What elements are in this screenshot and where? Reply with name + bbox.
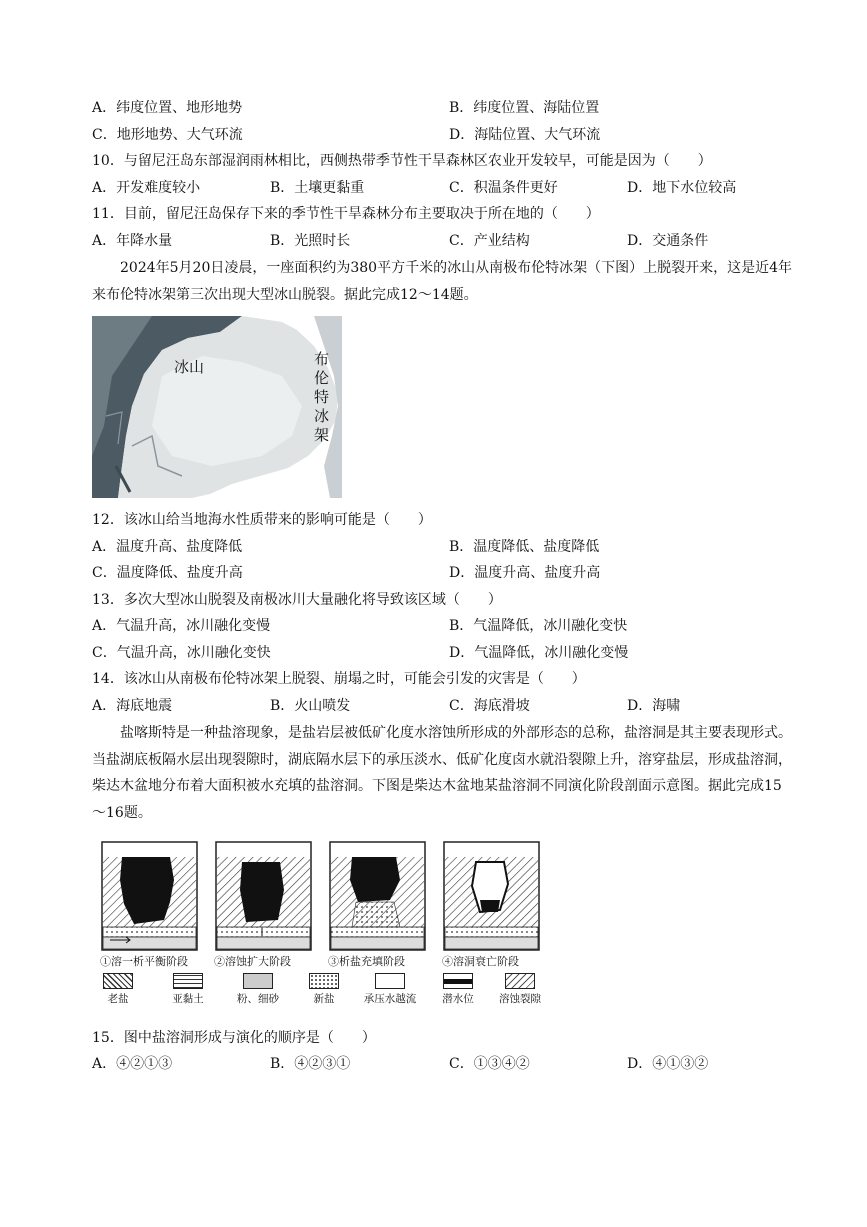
legend-label: 粉、细砂 [237,993,279,1005]
q13-option-d: D．气温降低，冰川融化变慢 [449,645,629,661]
iceberg-satellite-image [92,316,342,498]
q15-option-a: A．④②①③ [92,1056,173,1072]
q14-option-a: A．海底地震 [92,698,173,714]
legend-swatch [505,973,535,989]
q15-option-b: B．④②③① [270,1056,351,1072]
q12-option-c: C．温度降低、盐度升高 [92,565,243,581]
stage-2-panel [216,842,311,950]
legend-swatch [173,973,203,989]
q11-option-d: D．交通条件 [627,233,709,249]
iceberg-image-svg [92,316,342,498]
q12-option-a: A．温度升高、盐度降低 [92,539,243,555]
legend-label: 溶蚀裂隙 [499,993,541,1005]
ice-shelf-char: 架 [314,426,330,444]
q9-option-d: D．海陆位置、大气环流 [449,127,601,143]
legend-swatch [103,973,133,989]
q9-option-b: B．纬度位置、海陆位置 [449,100,600,116]
q15-option-c: C．①③④② [449,1056,530,1072]
passage-iceberg: 2024年5月20日凌晨，一座面积约为380平方千米的冰山从南极布伦特冰架（下图）上脱裂开来，这是近4年来布伦特冰架第三次出现大型冰山脱裂。据此完成12～14题。 [92,260,792,303]
legend-label: 亚黏土 [172,993,204,1005]
q10-option-b: B．土壤更黏重 [270,180,365,196]
q10-option-a: A．开发难度较小 [92,180,201,196]
q12-option-b: B．温度降低、盐度降低 [449,539,600,555]
ice-shelf-char: 冰 [314,407,330,425]
q15-option-d: D．④①③② [627,1056,709,1072]
ice-shelf-char: 伦 [314,369,330,387]
ice-shelf-char: 布 [314,350,330,368]
q9-option-a: A．纬度位置、地形地势 [92,100,243,116]
salt-cave-stages-svg [100,840,542,952]
q13-option-c: C．气温升高，冰川融化变快 [92,645,271,661]
q10-option-c: C．积温条件更好 [449,180,558,196]
ice-shelf-label [314,350,334,445]
stage-1-caption: ①溶一析平衡阶段 [100,955,188,968]
stage-3-panel [330,842,425,950]
legend-arrow-swatch [375,973,405,989]
legend-label: 潜水位 [442,993,474,1005]
q13-option-b: B．气温降低，冰川融化变快 [449,618,628,634]
q12-stem: 12．该冰山给当地海水性质带来的影响可能是（ ） [92,512,432,528]
legend-label: 老盐 [107,993,129,1005]
q11-option-a: A．年降水量 [92,233,173,249]
q11-option-c: C．产业结构 [449,233,530,249]
legend-swatch [443,973,473,989]
iceberg-label: 冰山 [174,358,205,376]
stage-4-caption: ④溶洞衰亡阶段 [442,955,519,968]
q9-option-c: C．地形地势、大气环流 [92,127,243,143]
q14-option-c: C．海底滑坡 [449,698,530,714]
q13-option-a: A．气温升高，冰川融化变慢 [92,618,271,634]
legend-label: 新盐 [313,993,335,1005]
q11-option-b: B．光照时长 [270,233,351,249]
q10-option-d: D．地下水位较高 [627,180,737,196]
stage-2-caption: ②溶蚀扩大阶段 [214,955,291,968]
ice-shelf-char: 特 [314,388,330,406]
passage-salt-karst: 盐喀斯特是一种盐溶现象，是盐岩层被低矿化度水溶蚀所形成的外部形态的总称，盐溶洞是其主要表现形式。当盐湖底板隔水层出现裂隙时，湖底隔水层下的承压淡水、低矿化度卤水就沿裂隙上升，溶穿盐层，形成盐溶洞，柴达木盆地分布着大面积被水充填的盐溶洞。下图是柴达木盆地某盐溶洞不同演化阶段剖面示意图。据此完成15～16题。 [92,725,792,821]
stage-4-panel [444,842,539,950]
q14-option-b: B．火山喷发 [270,698,351,714]
legend-label: 承压水越流 [363,993,417,1005]
q13-stem: 13．多次大型冰山脱裂及南极冰川大量融化将导致该区域（ ） [92,592,502,608]
legend-clay [148,973,228,1006]
legend-dissolution-fissure [480,973,560,1006]
q10-stem: 10．与留尼汪岛东部湿润雨林相比，西侧热带季节性干旱森林区农业开发较早，可能是因为（ ） [92,153,712,169]
q12-option-d: D．温度升高、盐度升高 [449,565,601,581]
stage-1-panel [102,842,197,950]
q15-stem: 15．图中盐溶洞形成与演化的顺序是（ ） [92,1030,376,1046]
q14-option-d: D．海啸 [627,698,681,714]
legend-swatch [243,973,273,989]
legend-old-salt [78,973,158,1006]
salt-cave-diagram [100,840,542,1010]
stage-3-caption: ③析盐充填阶段 [328,955,405,968]
legend-swatch [309,973,339,989]
q11-stem: 11．目前，留尼汪岛保存下来的季节性干旱森林分布主要取决于所在地的（ ） [92,206,600,222]
q14-stem: 14．该冰山从南极布伦特冰架上脱裂、崩塌之时，可能会引发的灾害是（ ） [92,671,586,687]
